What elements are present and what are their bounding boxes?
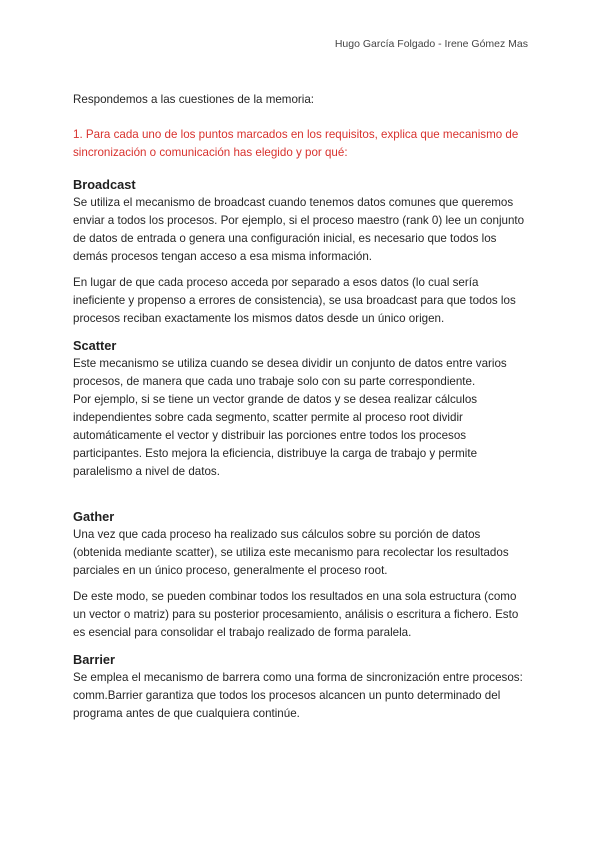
paragraph: De este modo, se pueden combinar todos los resultados en una sola estructura (como un vector o matriz) para su posterior procesamiento, análisis o escritura a fichero. Esto es esencial para consolidar el trabajo realizado de forma paralela. [73,590,519,639]
paragraph: Por ejemplo, si se tiene un vector grande de datos y se desea realizar cálculos independientes sobre cada segmento, scatter permite al proceso root dividir automáticamente el vector y distribuir las porciones entre todos los procesos participantes. Esto mejora la eficiencia, distribuye la carga de trabajo y permite paralelismo a nivel de datos. [73,393,478,478]
section-title-barrier: Barrier [73,652,115,667]
intro-text: Respondemos a las cuestiones de la memoria: [73,93,315,106]
paragraph: Se utiliza el mecanismo de broadcast cuando tenemos datos comunes que queremos enviar a todos los procesos. Por ejemplo, si el proceso maestro (rank 0) lee un conjunto de datos de entrada o genera una configuración inicial, es necesario que todos los demás procesos tengan acceso a esa misma información. [73,196,525,263]
section-title-scatter: Scatter [73,338,117,353]
section-title-broadcast: Broadcast [73,177,136,192]
paragraph: Se emplea el mecanismo de barrera como una forma de sincronización entre procesos: comm.Barrier garantiza que todos los procesos alcancen un punto determinado del programa antes de que cualquiera continúe. [73,671,523,720]
section-broadcast [73,176,529,328]
section-gather [73,508,529,642]
section-barrier [73,651,529,723]
paragraph: Este mecanismo se utiliza cuando se desea dividir un conjunto de datos entre varios procesos, de manera que cada uno trabaje solo con su parte correspondiente. [73,357,507,388]
paragraph: En lugar de que cada proceso acceda por separado a esos datos (lo cual sería ineficiente y propenso a errores de consistencia), se usa broadcast para que todos los procesos reciban exactamente los mismos datos desde un único origen. [73,276,516,325]
page-header-authors: Hugo García Folgado - Irene Gómez Mas [334,38,528,50]
section-scatter [73,337,529,481]
paragraph: Una vez que cada proceso ha realizado sus cálculos sobre su porción de datos (obtenida mediante scatter), se utiliza este mecanismo para recolectar los resultados parciales en un único proceso, generalmente el proceso root. [73,528,509,577]
question-text: 1. Para cada uno de los puntos marcados en los requisitos, explica que mecanismo de sincronización o comunicación has elegido y por qué: [73,128,519,159]
document-body [73,91,529,732]
section-title-gather: Gather [73,509,115,524]
